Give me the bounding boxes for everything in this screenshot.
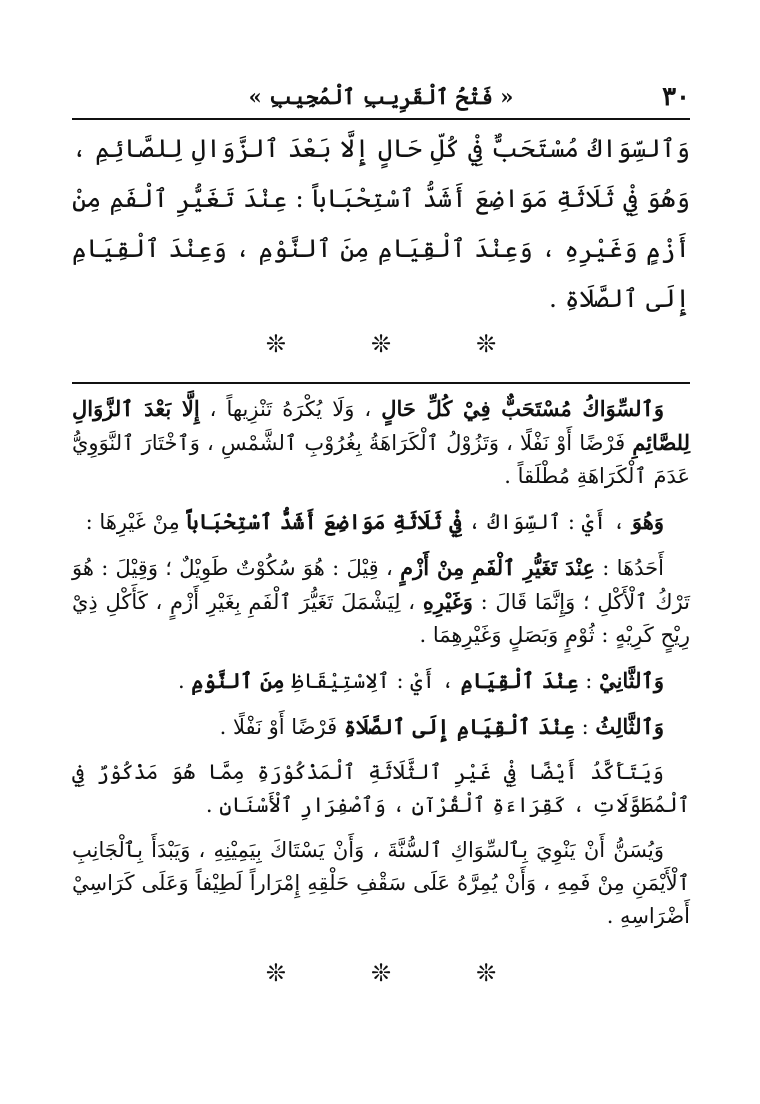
page-header	[72, 70, 690, 120]
matn-text: وَٱلسِّوَاكُ مُسْتَحَبٌّ فِيْ كُلِّ حَالٍ إِلَّا بَعْدَ ٱلزَّوَالِ لِلصَّائِمِ ، وَهُوَ فِيْ ثَلَاثَةِ مَوَاضِعَ أَشَدُّ ٱسْتِحْبَاباً : عِنْدَ تَغَيُّرِ ٱلْفَمِ مِنْ أَزْمٍ وَغَيْرِهِ ، وَعِنْدَ ٱلْقِيَامِ مِنَ ٱلنَّوْمِ ، وَعِنْدَ ٱلْقِيَامِ إِلَى ٱلصَّلَاةِ .	[72, 134, 690, 313]
commentary-text: :	[578, 669, 600, 693]
commentary-paragraph	[72, 710, 690, 744]
commentary-text: ، أَيْ : ٱلِاسْتِيْقَاظِ	[284, 669, 461, 693]
separator-star-icon: ❊	[476, 959, 497, 987]
section-separator	[72, 332, 690, 356]
matn-sharh-divider	[72, 382, 690, 384]
matn-quote: مِنَ ٱلنَّوْمِ	[191, 668, 285, 693]
separator-star-icon: ❊	[265, 959, 286, 987]
commentary-body	[72, 392, 690, 933]
matn-quote: فِيْ ثَلَاثَةِ مَوَاضِعَ أَشَدُّ ٱسْتِحْبَاباً	[186, 509, 462, 534]
commentary-paragraph	[72, 551, 690, 652]
commentary-text: :	[574, 715, 596, 739]
commentary-paragraph	[72, 834, 690, 933]
book-page	[72, 70, 690, 985]
commentary-text: وَيَتَأَكَّدُ أَيْضًا فِيْ غَيْرِ ٱلثَّلَاثَةِ ٱلْمَذْكُوْرَةِ مِمَّا هُوَ مَذْكُوْرٌ فِي ٱلْمُطَوَّلَاتِ ، كَقِرَاءَةِ ٱلْقُرْآنِ ، وَٱصْفِرَارِ ٱلْأَسْنَانِ .	[72, 760, 690, 817]
commentary-text: ، قِيْلَ : هُوَ سُكُوْتٌ طَوِيْلٌ ؛ وَقِيْلَ : هُوَ تَرْكُ ٱلْأَكْلِ ؛ وَإِنَّمَا قَالَ :	[72, 556, 691, 614]
matn-quote: وَغَيْرِهِ	[422, 589, 473, 614]
commentary-paragraph	[72, 756, 690, 822]
matn-quote: إِلَّا بَعْدَ ٱلزَّوَالِ لِلصَّائِمِ	[72, 396, 690, 455]
separator-star-icon: ❊	[476, 330, 497, 358]
commentary-text: فَرْضًا أَوْ نَفْلًا ، وَتَزُوْلُ ٱلْكَرَاهَةُ بِغُرُوْبِ ٱلشَّمْسِ ، وَٱخْتَارَ ٱلنَّوَوِيُّ عَدَمَ ٱلْكَرَاهَةِ مُطْلَقاً .	[72, 431, 690, 488]
matn-quote: عِنْدَ ٱلْقِيَامِ إِلَى ٱلصَّلَاةِ	[343, 714, 575, 739]
separator-star-icon: ❊	[370, 959, 392, 987]
running-title: « فَتْحُ ٱلْقَرِيبِ ٱلْمُجِيبِ »	[248, 84, 514, 109]
separator-star-icon: ❊	[265, 330, 286, 358]
commentary-paragraph	[72, 664, 690, 698]
matn-quote: وَٱلثَّالِثُ	[595, 714, 664, 739]
commentary-paragraph	[72, 505, 690, 539]
section-separator-bottom	[72, 961, 690, 985]
separator-star-icon: ❊	[370, 330, 392, 358]
commentary-text: ، وَلَا يُكْرَهُ تَنْزِيهاً ،	[199, 397, 382, 421]
commentary-text: ، أَيْ : ٱلسِّوَاكُ ،	[461, 510, 632, 534]
commentary-text: وَيُسَنُّ أَنْ يَنْوِيَ بِٱلسِّوَاكِ ٱلسُّنَّةَ ، وَأَنْ يَسْتَاكَ بِيَمِيْنِهِ ، وَيَبْدَأَ بِٱلْجَانِبِ ٱلْأَيْمَنِ مِنْ فَمِهِ ، وَأَنْ يُمِرَّهُ عَلَى سَقْفِ حَلْقِهِ إِمْرَاراً لَطِيْفاً وَعَلَى كَرَاسِيْ أَضْرَاسِهِ .	[72, 838, 690, 928]
commentary-text: ، لِيَشْمَلَ تَغَيُّرَ ٱلْفَمِ بِغَيْرِ أَزْمٍ ، كَأَكْلِ ذِيْ رِيْحٍ كَرِيْهٍ : ثُوْمٍ وَبَصَلٍ وَغَيْرِهِمَا .	[72, 590, 690, 647]
commentary-paragraph	[72, 392, 690, 493]
commentary-text: .	[177, 669, 192, 693]
commentary-text: فَرْضًا أَوْ نَفْلًا .	[219, 715, 344, 739]
commentary-text: أَحَدُهَا :	[595, 556, 664, 580]
page-number: ٣٠	[662, 82, 690, 112]
matn-quote: عِنْدَ ٱلْقِيَامِ	[460, 668, 579, 693]
matn-quote: وَهُوَ	[631, 509, 664, 534]
matn-quote: وَٱلثَّانِيْ	[599, 668, 664, 693]
matn-quote: عِنْدَ تَغَيُّرِ ٱلْفَمِ مِنْ أَزْمٍ	[400, 555, 596, 580]
commentary-text: مِنْ غَيْرِهَا :	[85, 510, 187, 534]
matn-quote: وَٱلسِّوَاكُ مُسْتَحَبٌّ فِيْ كُلِّ حَالٍ	[381, 396, 664, 421]
